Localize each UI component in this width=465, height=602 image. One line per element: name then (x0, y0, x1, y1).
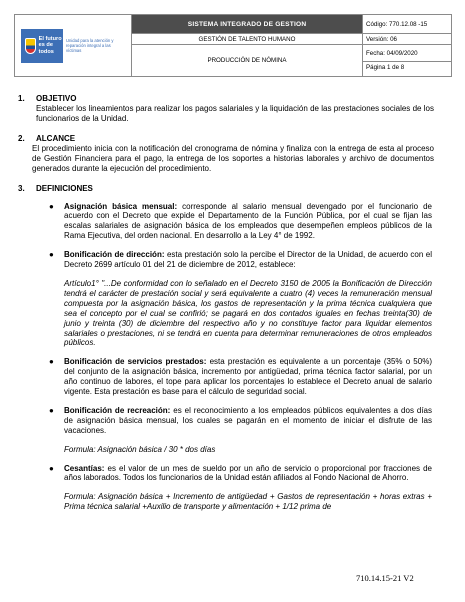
bullet-icon: ● (49, 405, 54, 415)
section-2-heading (18, 134, 434, 144)
section-1-text: Establecer los lineamientos para realizar los pagos salariales y la liquidación de las prestaciones sociales de los funcionarios de la Unidad. (36, 104, 434, 123)
bullet-icon: ● (49, 250, 54, 260)
section-3-title: DEFINICIONES (36, 183, 93, 193)
footer-code: 710.14.15-21 V2 (356, 573, 414, 583)
definition-text: esta prestación solo la percibe el Director de la Unidad, de acuerdo con el Decreto 2699 artículo 01 del 21 de diciembre de 2012, establece: (64, 250, 432, 270)
definition-text: esta prestación es equivalente a un porcentaje (35% o 50%) del conjunto de la asignación básica, incremento por antigüedad, prima técnica factor salarial, por un año continuo de labores, el tope para aplicar los porcentajes lo establece el Decreto anual de salario vigente. Esta prestación es base para el cálculo de seguridad social. (64, 357, 432, 397)
procedure-name: PRODUCCIÓN DE NÓMINA (132, 45, 363, 77)
definitions-list (49, 201, 433, 513)
section-3-number: 3. (18, 183, 25, 193)
section-1-title: OBJETIVO (36, 94, 77, 103)
logo-line-1: El futuro (38, 35, 62, 42)
section-2-text: El procedimiento inicia con la notificación del cronograma de nómina y finaliza con la entrega de esta al proceso de Gestión Financiera para el pago, la entrega de los soportes a historias laborales y archivo de documentos generados durante la ejecución del procedimiento. (32, 143, 434, 173)
definition-term: Cesantías: (64, 463, 105, 473)
doc-page: Página 1 de 8 (366, 64, 405, 71)
definition-text: es el valor de un mes de sueldo por un año de servicio o proporcional por fracciones de años laborados. Todos los funcionarios de la Unidad están afiliados al Fondo Nacional de Ahorro. (64, 463, 433, 483)
decree-quote: Artículo1° "...De conformidad con lo señalado en el Decreto 3150 de 2005 la Bonificación de Dirección tendrá el carácter de prestación social y será equivalente a cuatro (4) veces la remuneración mensual compuesta por la asignación básica, los gastos de representación y la prima técnica cualquiera que sea el concepto por el cual se confirió; se pagará en dos contados iguales en fechas treinta(30) de junio y treinta (30) de diciembre del respectivo año y no constituye factor para liquidar elementos salariales o prestaciones, ni se tendrá en cuenta para determinar remuneraciones de otros empleados públicos. (64, 278, 432, 348)
section-2-number: 2. (18, 133, 25, 143)
doc-version: Versión: 06 (363, 34, 452, 45)
definition-item (49, 405, 432, 436)
formula-text: Formula: Asignación básica / 30 * dos días (64, 444, 216, 454)
section-2-title: ALCANCE (36, 133, 76, 143)
section-1-heading (18, 94, 434, 104)
definition-item (49, 201, 433, 242)
entity-logo (15, 29, 131, 63)
definition-term: Asignación básica mensual: (64, 201, 178, 211)
process-name: GESTIÓN DE TALENTO HUMANO (132, 34, 363, 45)
colombia-shield-logo (21, 29, 63, 63)
definition-item (49, 357, 432, 397)
formula-text: Formula: Asignación básica + Incremento de antigüedad + Gastos de representación + horas extras + Prima técnica salarial +Auxilio de transporte y alimentación + 1/12 prima de (64, 492, 432, 512)
doc-date: Fecha: 04/09/2020 (363, 48, 451, 62)
definition-text: corresponde al salario mensual devengado por el funcionario de acuerdo con el Decreto que expide el Departamento de la Función Pública, por el cual se fijan las escalas salariales de asignación básica de los empleados que desempeñen empleos públicos de la Rama Ejecutiva, del orden nacional. En desarrollo a la Ley 4° de 1992. (64, 201, 433, 241)
system-title: SISTEMA INTEGRADO DE GESTION (132, 15, 363, 34)
logo-line-2: es de todos (38, 42, 54, 55)
section-3-heading (18, 184, 434, 194)
section-1-number: 1. (18, 94, 25, 103)
date-page-cell (363, 45, 452, 77)
definition-item (49, 463, 433, 484)
definition-term: Bonificación de dirección: (64, 250, 165, 260)
logo-cell (15, 15, 132, 77)
definition-text: es el reconocimiento a los empleados públicos equivalentes a dos días de asignación básica mensual, los cuales se pagarán en el momento de iniciar el disfrute de las vacaciones. (64, 405, 432, 435)
definition-term: Bonificación de servicios prestados: (64, 357, 207, 367)
definition-term: Bonificación de recreación: (64, 405, 171, 415)
logo-subtitle: Unidad para la atención y reparación integral a las víctimas (66, 38, 114, 53)
shield-icon (25, 38, 36, 54)
definition-item (49, 250, 432, 270)
bullet-icon: ● (49, 357, 54, 367)
document-body (18, 94, 434, 512)
bullet-icon: ● (49, 463, 54, 473)
bullet-icon: ● (49, 201, 54, 211)
document-header-table (14, 14, 452, 77)
doc-code: Código: 770.12.08 -15 (363, 15, 452, 34)
